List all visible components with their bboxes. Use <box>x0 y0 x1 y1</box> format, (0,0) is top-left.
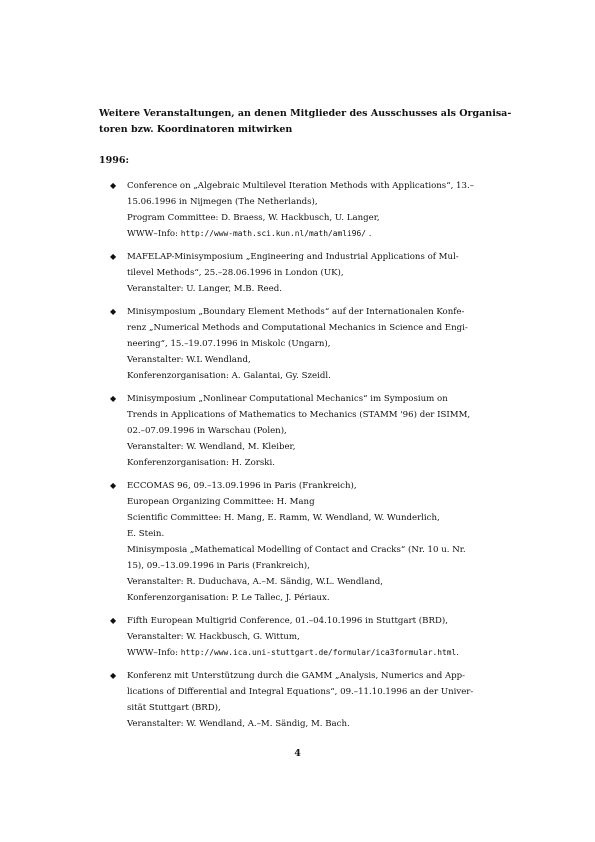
entry-line: renz „Numerical Methods and Computational Mechanics in Science and Engi- <box>127 323 468 333</box>
entry-line: Trends in Applications of Mathematics to Mechanics (STAMM '96) der ISIMM, <box>127 410 471 420</box>
entry-text <box>127 304 552 384</box>
entry-line: 15.06.1996 in Nijmegen (The Netherlands), <box>127 197 318 207</box>
year-label: 1996: <box>99 155 129 166</box>
entry-line: Konferenzorganisation: H. Zorski. <box>127 458 275 468</box>
entry-text <box>127 178 552 242</box>
list-item <box>112 391 552 471</box>
entry-line: Veranstalter: R. Duduchava, A.–M. Sändig, W.L. Wendland, <box>127 577 383 587</box>
entry-line: neering“, 15.–19.07.1996 in Miskolc (Ungarn), <box>127 339 331 349</box>
list-item <box>112 304 552 384</box>
entry-line: Minisymposium „Nonlinear Computational Mechanics“ im Symposium on <box>127 394 448 404</box>
entry-line: Konferenzorganisation: P. Le Tallec, J. Périaux. <box>127 593 330 603</box>
section-heading-line-1: Weitere Veranstaltungen, an denen Mitglieder des Ausschusses als Organisa- <box>99 108 512 119</box>
entry-line: Veranstalter: W. Wendland, A.–M. Sändig, M. Bach. <box>127 719 350 729</box>
entry-line: Konferenzorganisation: A. Galantai, Gy. Szeidl. <box>127 371 331 381</box>
entry-line: Minisymposia „Mathematical Modelling of Contact and Cracks“ (Nr. 10 u. Nr. <box>127 545 466 555</box>
bullet-icon: ◆ <box>110 307 117 316</box>
entry-line: Program Committee: D. Braess, W. Hackbusch, U. Langer, <box>127 213 380 223</box>
bullet-icon: ◆ <box>110 616 117 625</box>
entry-line: MAFELAP-Minisymposium „Engineering and Industrial Applications of Mul- <box>127 252 459 262</box>
entry-text <box>127 478 552 606</box>
entry-line: ECCOMAS 96, 09.–13.09.1996 in Paris (Frankreich), <box>127 481 357 491</box>
bullet-icon: ◆ <box>110 394 117 403</box>
entry-line: Konferenz mit Unterstützung durch die GAMM „Analysis, Numerics and App- <box>127 671 466 681</box>
entry-line: Veranstalter: W. Hackbusch, G. Wittum, <box>127 632 300 642</box>
www-info-line <box>127 645 552 661</box>
list-item <box>112 178 552 242</box>
entry-line: 02.–07.09.1996 in Warschau (Polen), <box>127 426 287 436</box>
bullet-icon: ◆ <box>110 181 117 190</box>
entry-line: lications of Differential and Integral Equations“, 09.–11.10.1996 an der Univer- <box>127 687 474 697</box>
list-item <box>112 478 552 606</box>
entry-line: Veranstalter: W.L Wendland, <box>127 355 251 365</box>
entry-line: sität Stuttgart (BRD), <box>127 703 221 713</box>
www-info-line <box>127 226 552 242</box>
bullet-icon: ◆ <box>110 481 117 490</box>
www-url-link[interactable]: http://www-math.sci.kun.nl/math/amli96/ <box>180 229 366 238</box>
entry-text <box>127 391 552 471</box>
entry-line: E. Stein. <box>127 529 165 539</box>
entry-line: Scientific Committee: H. Mang, E. Ramm, W. Wendland, W. Wunderlich, <box>127 513 440 523</box>
list-item <box>112 249 552 297</box>
list-item <box>112 613 552 661</box>
www-info-suffix: . <box>366 229 372 239</box>
entry-line: Fifth European Multigrid Conference, 01.–04.10.1996 in Stuttgart (BRD), <box>127 616 448 626</box>
section-heading <box>99 106 531 138</box>
entry-text <box>127 668 552 732</box>
bullet-icon: ◆ <box>110 252 117 261</box>
entry-line: Veranstalter: W. Wendland, M. Kleiber, <box>127 442 296 452</box>
entry-line: European Organizing Committee: H. Mang <box>127 497 315 507</box>
entry-line: 15), 09.–13.09.1996 in Paris (Frankreich), <box>127 561 310 571</box>
event-list <box>112 178 552 739</box>
www-info-label: WWW–Info: <box>127 229 181 239</box>
section-heading-line-2: toren bzw. Koordinatoren mitwirken <box>99 124 293 135</box>
entry-text <box>127 249 552 297</box>
www-info-label: WWW–Info: <box>127 648 181 658</box>
entry-line: Conference on „Algebraic Multilevel Iteration Methods with Applications“, 13.– <box>127 181 475 191</box>
list-item <box>112 668 552 732</box>
www-url-link[interactable]: http://www.ica.uni-stuttgart.de/formular/ica3formular.html <box>180 648 457 657</box>
page-number: 4 <box>294 748 301 759</box>
entry-line: Veranstalter: U. Langer, M.B. Reed. <box>127 284 282 294</box>
bullet-icon: ◆ <box>110 671 117 680</box>
entry-line: tilevel Methods“, 25.–28.06.1996 in London (UK), <box>127 268 344 278</box>
entry-line: Minisymposium „Boundary Element Methods“ auf der Internationalen Konfe- <box>127 307 465 317</box>
www-info-suffix: . <box>456 648 459 658</box>
entry-text <box>127 613 552 661</box>
